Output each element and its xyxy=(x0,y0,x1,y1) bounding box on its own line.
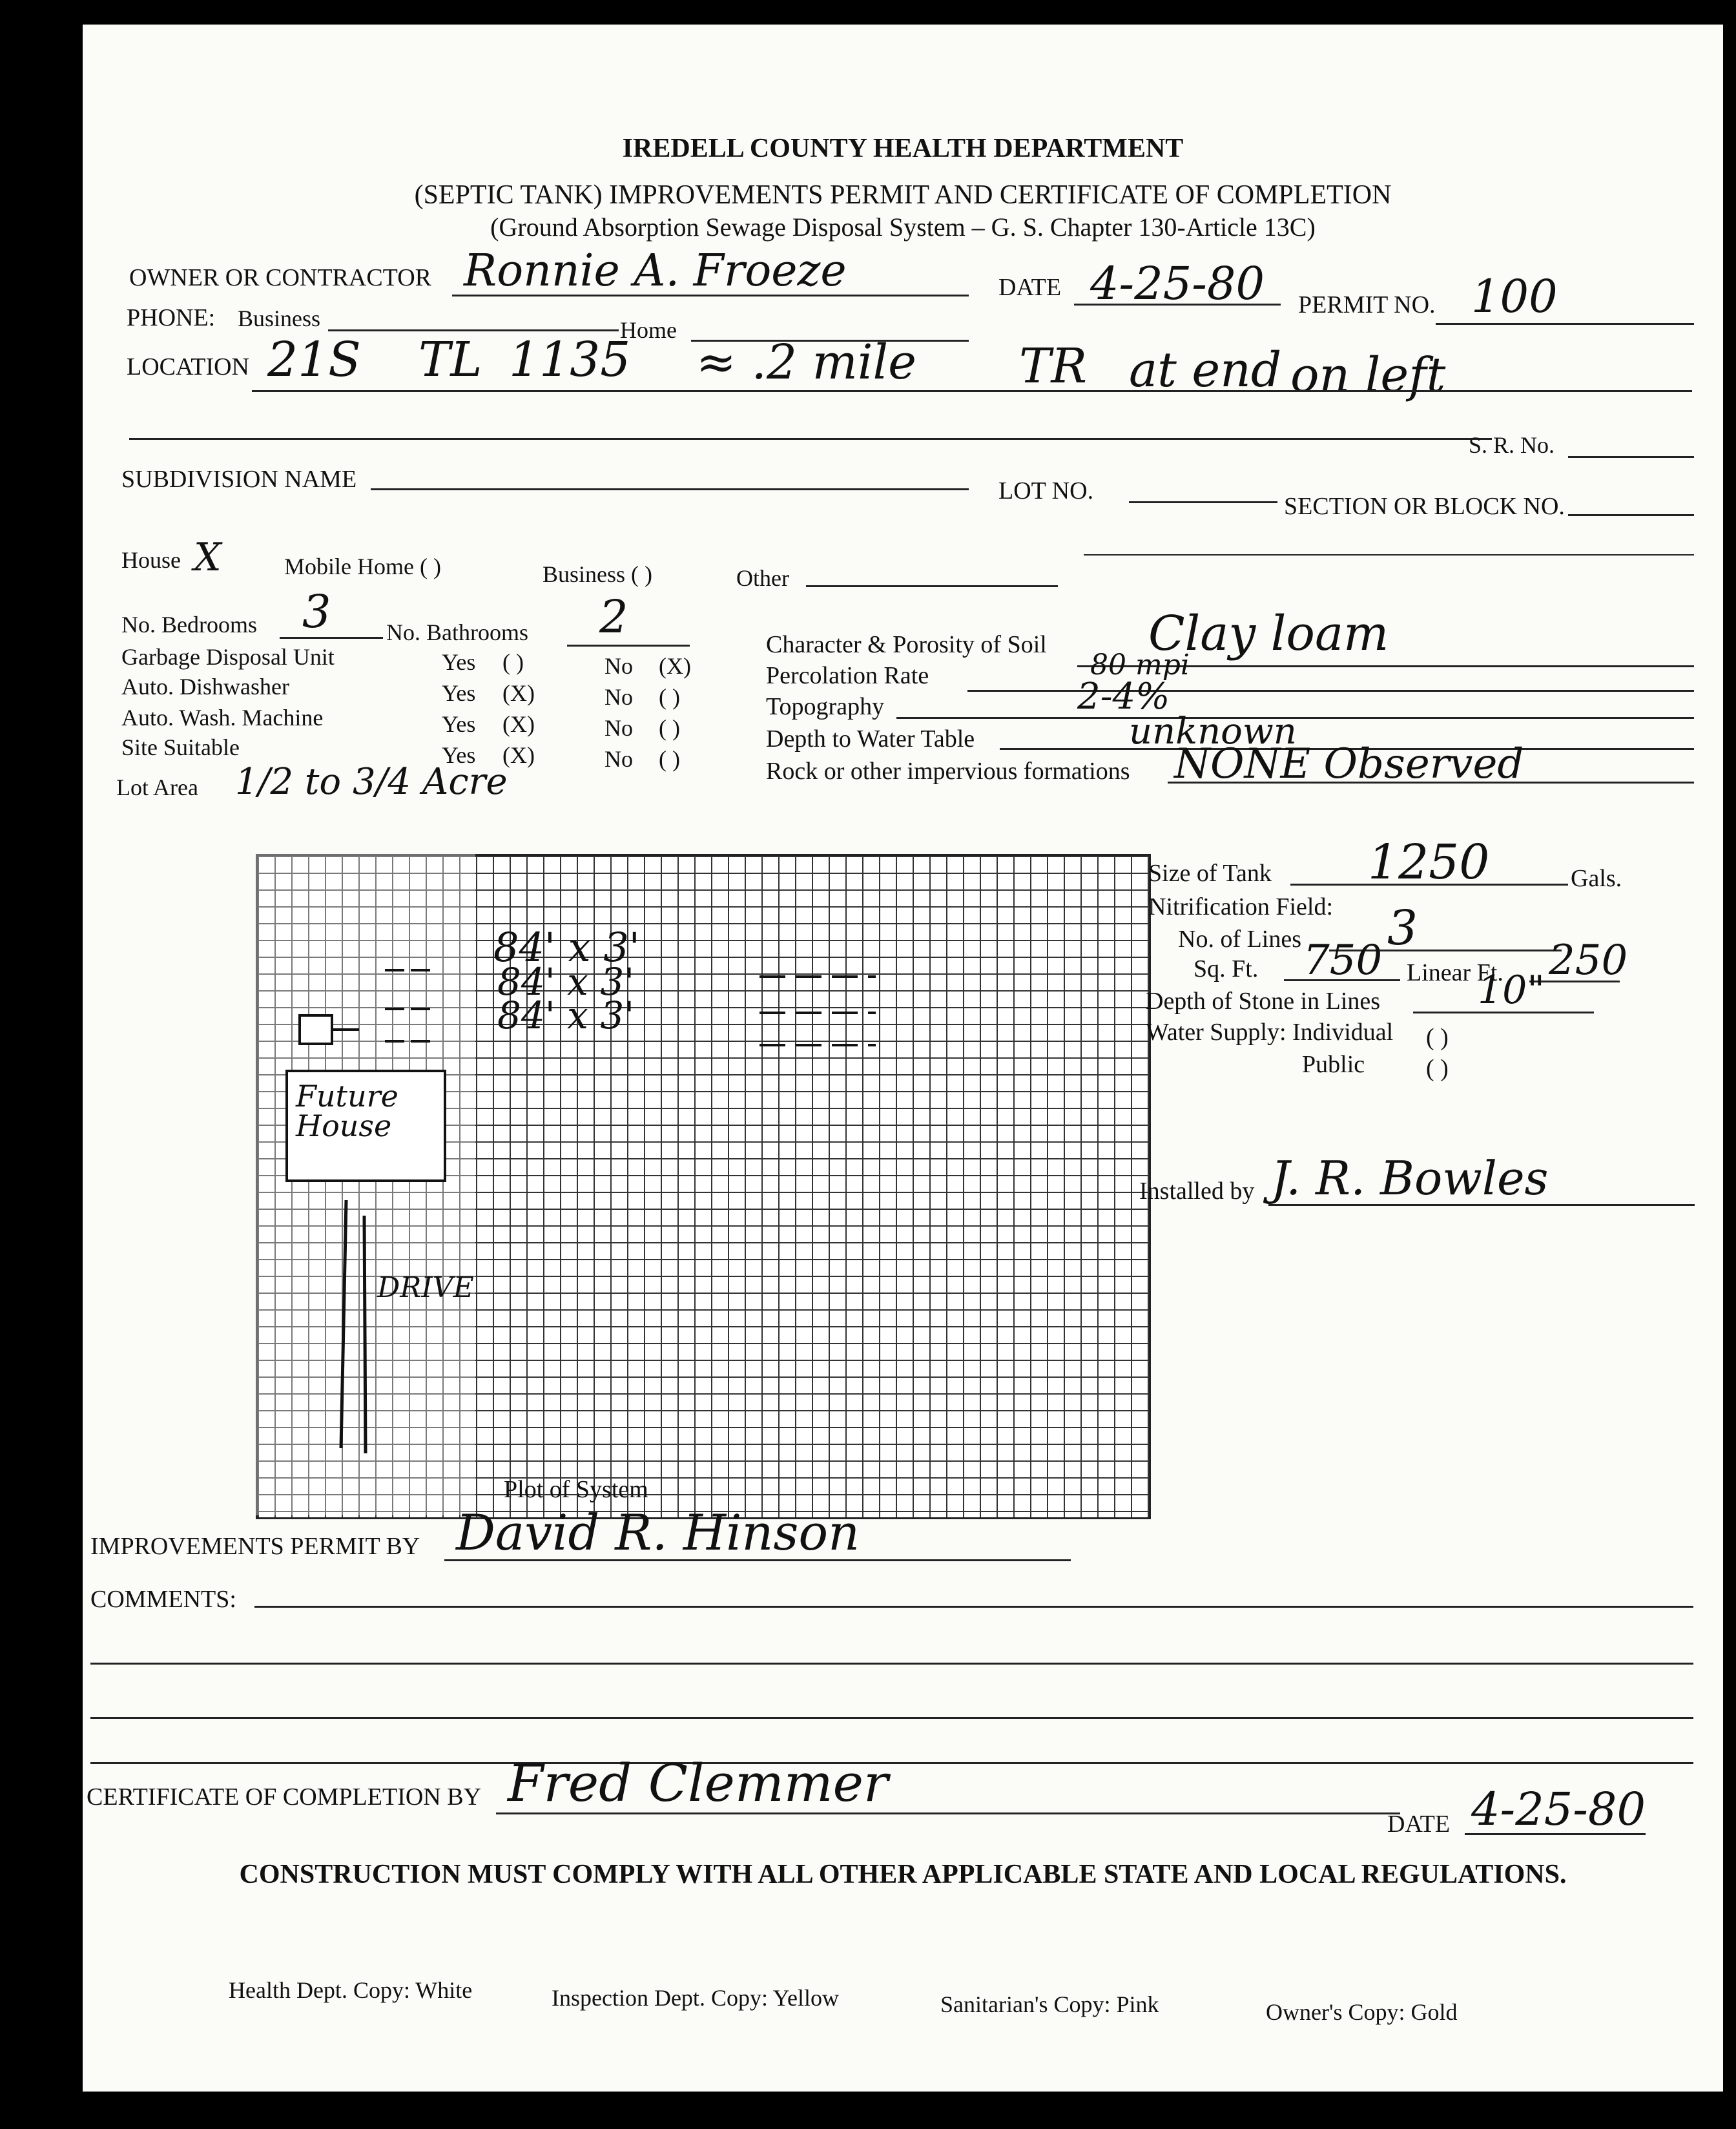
topography-label: Topography xyxy=(766,693,885,720)
house-label: House xyxy=(121,547,181,573)
compliance-notice: CONSTRUCTION MUST COMPLY WITH ALL OTHER APPLICABLE STATE AND LOCAL REGULATIONS. xyxy=(239,1860,1567,1889)
permit-by-value: David R. Hinson xyxy=(456,1504,860,1561)
linear-label: Linear Ft. xyxy=(1407,959,1504,986)
washer-no-mark: ( ) xyxy=(659,715,680,741)
soil-character-value: Clay loam xyxy=(1148,606,1389,661)
topography-value: 2-4% xyxy=(1077,676,1170,718)
subdivision-label: SUBDIVISION NAME xyxy=(121,466,357,493)
bedrooms-label: No. Bedrooms xyxy=(121,612,257,638)
water-table-label: Depth to Water Table xyxy=(766,725,975,753)
stone-label: Depth of Stone in Lines xyxy=(1146,988,1381,1015)
completion-date-label: DATE xyxy=(1387,1811,1451,1838)
copy-sanitarian: Sanitarian's Copy: Pink xyxy=(940,1991,1159,2017)
plot-drawing xyxy=(256,854,1147,1515)
site-suitable-label: Site Suitable xyxy=(121,734,240,760)
location-end: at end xyxy=(1129,342,1282,398)
location-road-prefix: TL xyxy=(418,332,482,388)
bathrooms-value: 2 xyxy=(599,590,628,643)
perc-value: 80 mpi xyxy=(1090,649,1190,681)
plot-line-1: 84' x 3' xyxy=(493,924,640,971)
installed-label: Installed by xyxy=(1139,1178,1255,1205)
gals-label: Gals. xyxy=(1571,865,1622,892)
garbage-no: No xyxy=(604,653,633,679)
copy-health-dept: Health Dept. Copy: White xyxy=(229,1977,473,2003)
sr-label: S. R. No. xyxy=(1469,432,1555,458)
public-label: Public xyxy=(1302,1051,1365,1078)
date-label: DATE xyxy=(998,274,1062,301)
linear-value: 250 xyxy=(1549,937,1628,984)
plot-line-3: 84' x 3' xyxy=(497,993,635,1037)
lines-label: No. of Lines xyxy=(1178,926,1302,953)
completion-date-value: 4-25-80 xyxy=(1471,1783,1646,1836)
garbage-label: Garbage Disposal Unit xyxy=(121,644,335,670)
location-distance: ≈ .2 mile xyxy=(696,335,916,390)
form-subtitle: (Ground Absorption Sewage Disposal System – G. S. Chapter 130-Article 13C) xyxy=(490,213,1316,242)
washer-yes-mark: (X) xyxy=(502,711,535,737)
plot-line-2: 84' x 3' xyxy=(497,960,635,1004)
mobile-home-label: Mobile Home ( ) xyxy=(284,554,441,579)
dishwasher-no: No xyxy=(604,684,633,710)
business-type-label: Business ( ) xyxy=(542,561,652,587)
site-suitable-yes-mark: (X) xyxy=(502,742,535,768)
copy-inspection-dept: Inspection Dept. Copy: Yellow xyxy=(552,1985,839,2011)
public-mark: ( ) xyxy=(1426,1055,1449,1082)
plot-house-text: Future House xyxy=(296,1079,398,1143)
location-route: 21S xyxy=(267,332,361,388)
washer-no: No xyxy=(604,715,633,741)
date-value: 4-25-80 xyxy=(1090,257,1265,310)
lot-area-value: 1/2 to 3/4 Acre xyxy=(235,761,508,803)
permit-by-label: IMPROVEMENTS PERMIT BY xyxy=(90,1533,420,1560)
washer-yes: Yes xyxy=(442,711,476,737)
permit-value: 100 xyxy=(1471,270,1558,323)
plot-caption: Plot of System xyxy=(504,1476,648,1503)
house-mark: X xyxy=(194,535,222,580)
lot-area-label: Lot Area xyxy=(116,774,198,800)
business-phone-label: Business xyxy=(238,306,321,331)
comments-label: COMMENTS: xyxy=(90,1586,236,1613)
tank-size-label: Size of Tank xyxy=(1148,860,1272,887)
individual-mark: ( ) xyxy=(1426,1024,1449,1051)
tank-size-value: 1250 xyxy=(1368,835,1490,890)
location-road-number: 1135 xyxy=(509,332,631,388)
dishwasher-yes: Yes xyxy=(442,680,476,706)
site-suitable-yes: Yes xyxy=(442,742,476,768)
garbage-yes: Yes xyxy=(442,649,476,675)
site-suitable-no-mark: ( ) xyxy=(659,746,680,772)
dishwasher-label: Auto. Dishwasher xyxy=(121,674,289,700)
permit-label: PERMIT NO. xyxy=(1298,291,1436,318)
section-label: SECTION OR BLOCK NO. xyxy=(1284,493,1565,520)
lot-label: LOT NO. xyxy=(998,477,1094,504)
owner-label: OWNER OR CONTRACTOR xyxy=(129,264,431,291)
location-label: LOCATION xyxy=(127,353,249,380)
perc-label: Percolation Rate xyxy=(766,662,929,689)
other-label: Other xyxy=(736,565,789,591)
location-turn: TR xyxy=(1019,338,1088,394)
septic-tank-symbol xyxy=(300,1015,332,1044)
installed-value: J. R. Bowles xyxy=(1271,1151,1549,1205)
form-title: (SEPTIC TANK) IMPROVEMENTS PERMIT AND CERTIFICATE OF COMPLETION xyxy=(414,180,1392,210)
permit-form xyxy=(83,25,1723,2092)
plot-drive-text: DRIVE xyxy=(377,1271,474,1304)
nitrification-label: Nitrification Field: xyxy=(1148,893,1334,920)
washer-label: Auto. Wash. Machine xyxy=(121,705,324,731)
sqft-value: 750 xyxy=(1303,937,1383,984)
stone-value: 10" xyxy=(1478,968,1545,1013)
owner-value: Ronnie A. Froeze xyxy=(464,245,847,296)
soil-character-label: Character & Porosity of Soil xyxy=(766,631,1047,658)
water-supply-label: Water Supply: Individual xyxy=(1146,1019,1394,1046)
garbage-no-mark: (X) xyxy=(659,653,691,679)
garbage-yes-mark: ( ) xyxy=(502,649,524,675)
site-suitable-no: No xyxy=(604,746,633,772)
bathrooms-label: No. Bathrooms xyxy=(386,619,528,645)
completion-value: Fred Clemmer xyxy=(508,1753,889,1813)
home-phone-label: Home xyxy=(620,317,677,343)
phone-label: PHONE: xyxy=(127,304,216,331)
dishwasher-no-mark: ( ) xyxy=(659,684,680,710)
completion-label: CERTIFICATE OF COMPLETION BY xyxy=(87,1783,482,1811)
department-title: IREDELL COUNTY HEALTH DEPARTMENT xyxy=(622,134,1184,163)
water-table-value: unknown xyxy=(1129,711,1297,753)
bedrooms-value: 3 xyxy=(302,585,331,638)
location-side: on left xyxy=(1290,348,1446,403)
sqft-label: Sq. Ft. xyxy=(1194,955,1259,982)
rock-label: Rock or other impervious formations xyxy=(766,758,1130,785)
dishwasher-yes-mark: (X) xyxy=(502,680,535,706)
rock-value: NONE Observed xyxy=(1174,740,1524,788)
lines-value: 3 xyxy=(1387,900,1418,956)
copy-owner: Owner's Copy: Gold xyxy=(1266,1999,1458,2025)
drive-line-right xyxy=(364,1216,366,1453)
